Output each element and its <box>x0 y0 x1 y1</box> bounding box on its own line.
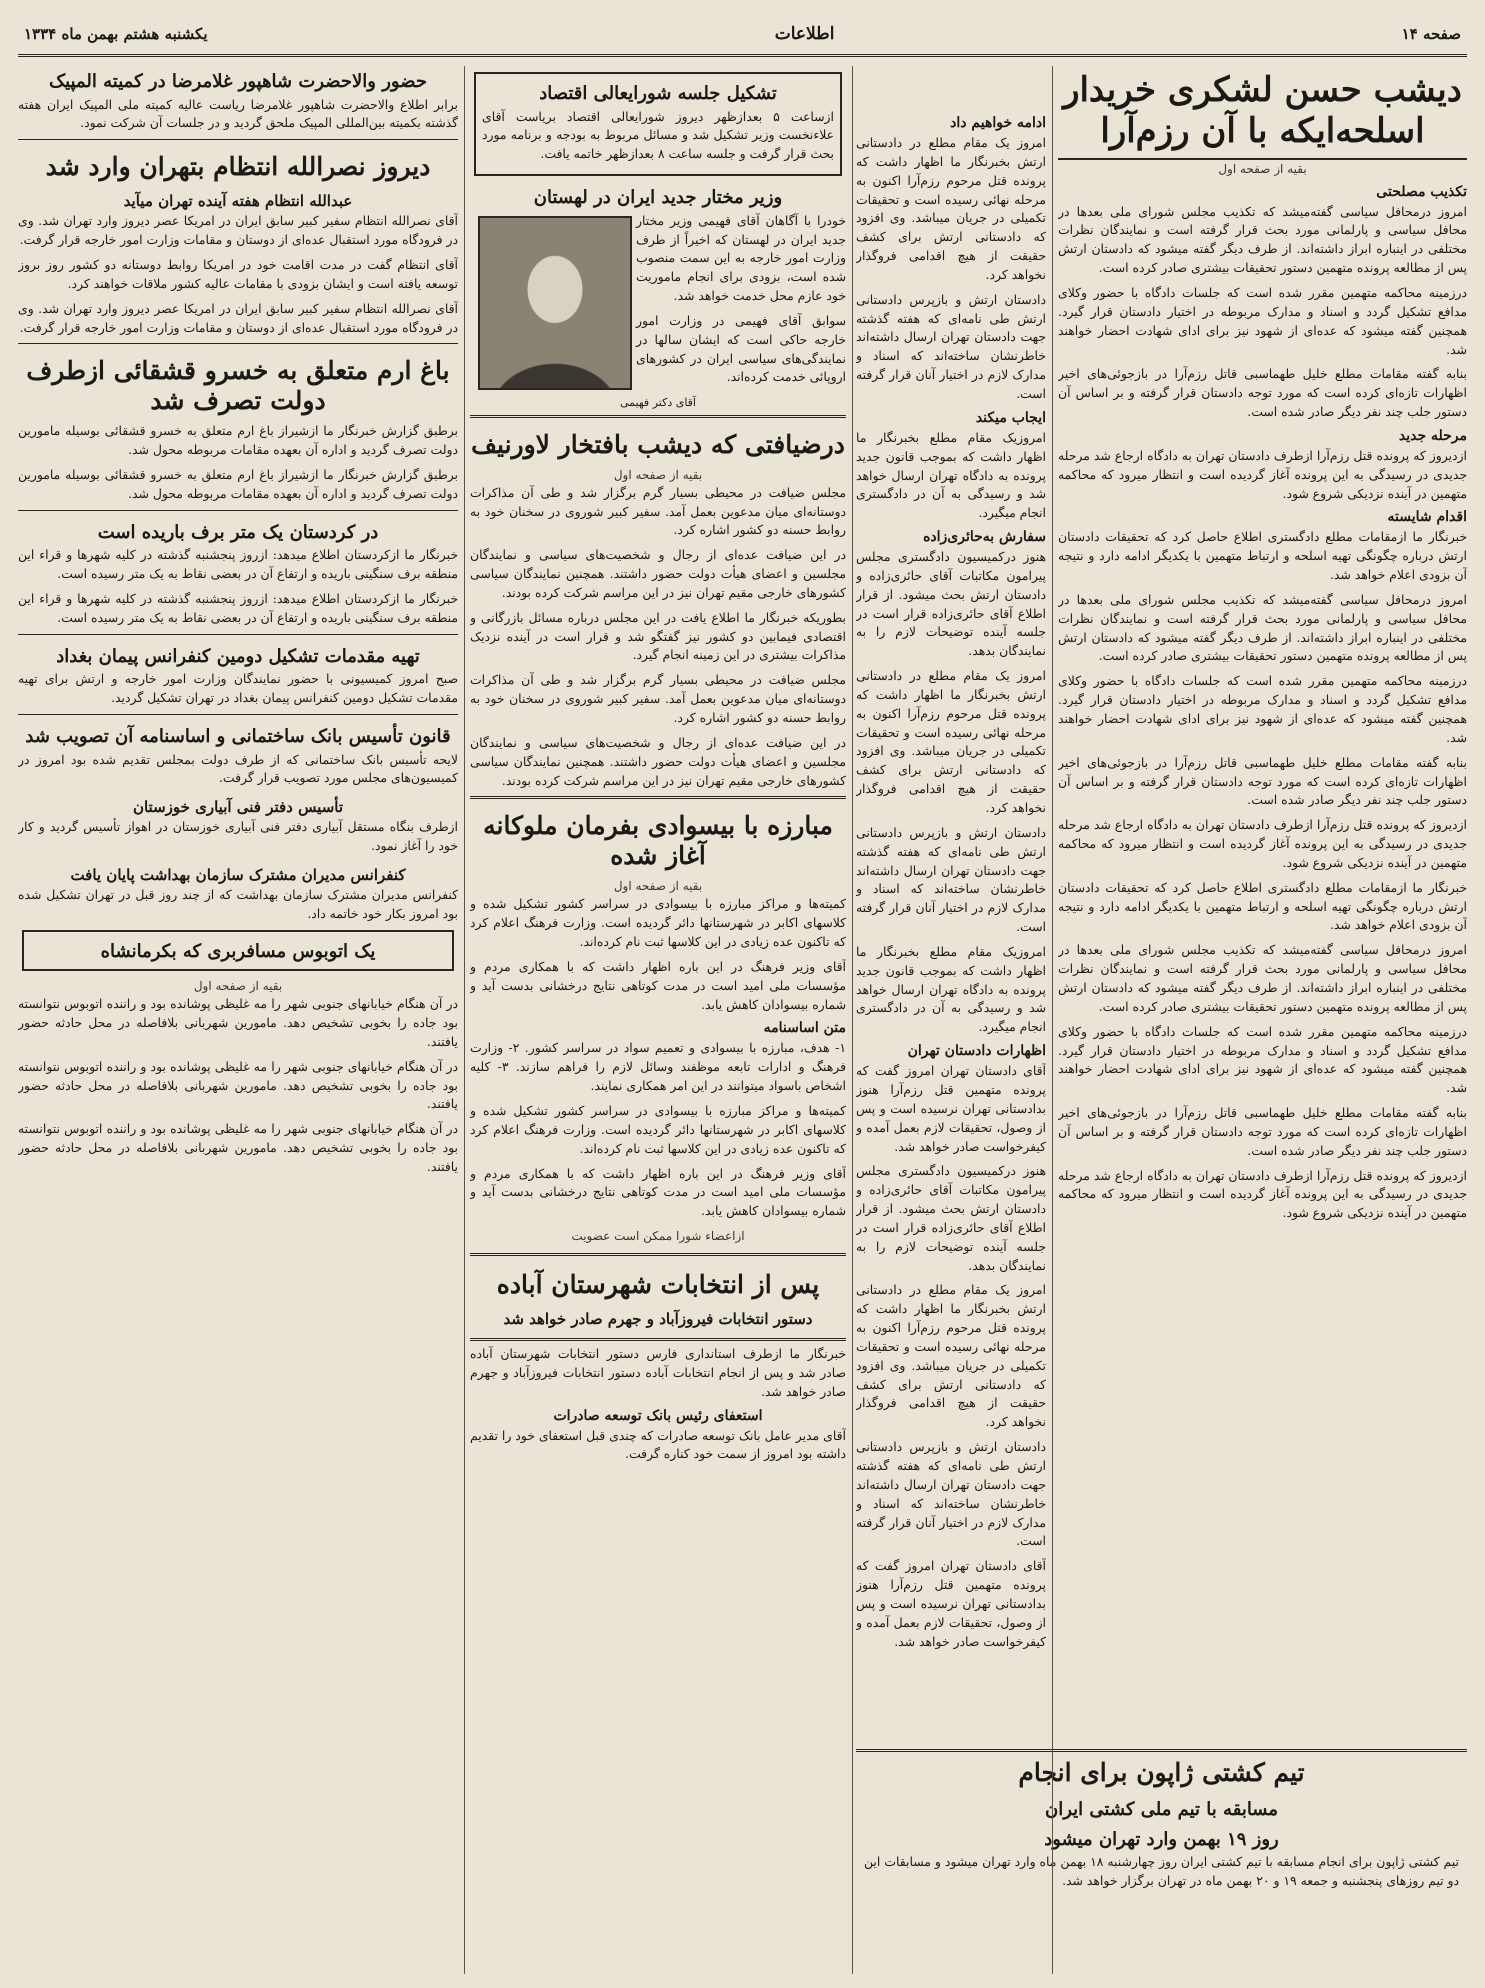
paragraph: دادستان ارتش و بازپرس دادستانی ارتش طی نامه‌ای که هفته گذشته جهت دادستان تهران ارسال داشته‌اند خاطرنشان ساخته‌اند که اسناد و مدارک لازم در اختیار آنان قرار گرفته است. <box>856 1439 1046 1549</box>
paragraph: آقای وزیر فرهنگ در این باره اظهار داشت که با همکاری مردم و مؤسسات ملی امید است در مدت کوتاهی نتایج درخشانی بدست آید و شماره بیسوادان کاهش یابد. <box>470 1165 846 1219</box>
paragraph: بنابه گفته مقامات مطلع خلیل طهماسبی قاتل رزم‌آرا در بازجوئی‌های اخیر اظهارات تازه‌ای کرده است که مورد توجه دادستان قرار گرفته و بر اساس آن دستور جلب چند نفر دیگر صادر شده است. <box>1058 366 1467 420</box>
headline-health-conference: کنفرانس مدیران مشترک سازمان بهداشت پایان یافت <box>70 865 406 884</box>
paragraph: آقای نصرالله انتظام سفیر کبیر سابق ایران در امریکا عصر دیروز وارد تهران شد. وی در فرودگاه مورد استقبال عده‌ای از دوستان و مقامات وزارت امور خارجه قرار گرفت. <box>18 300 458 335</box>
subhead: اظهارات دادستان تهران <box>907 1043 1046 1060</box>
paragraph: آقای وزیر فرهنگ در این باره اظهار داشت که با همکاری مردم و مؤسسات ملی امید است در مدت کوتاهی نتایج درخشانی بدست آید و شماره بیسوادان کاهش یابد. <box>470 958 846 1012</box>
paper-name: اطلاعات <box>774 24 835 44</box>
paragraph: دادستان ارتش و بازپرس دادستانی ارتش طی نامه‌ای که هفته گذشته جهت دادستان تهران ارسال داشته‌اند خاطرنشان ساخته‌اند که اسناد و مدارک لازم در اختیار آنان قرار گرفته است. <box>856 824 1046 935</box>
subhead: ادامه خواهیم داد <box>950 115 1046 131</box>
box-title: تشکیل جلسه شورایعالی اقتصاد <box>539 83 777 104</box>
paragraph: کنفرانس مدیران مشترک سازمان بهداشت که از چند روز قبل در تهران تشکیل شده بود امروز بکار خود خاتمه داد. <box>18 886 458 921</box>
paragraph: کمیته‌ها و مراکز مبارزه با بیسوادی در سراسر کشور تشکیل شده و کلاسهای اکابر در شهرستانها دائر گردیده است. وزارت فرهنگ اعلام کرد که تاکنون عده زیادی در این کلاسها ثبت نام کرده‌اند. <box>470 1102 846 1156</box>
wrestling-subtitle: مسابقه با تیم ملی کشتی ایران <box>1044 1799 1279 1820</box>
headline-kurdistan-snow: در کردستان یک متر برف باریده است <box>97 521 379 543</box>
paragraph: در آن هنگام خیابانهای جنوبی شهر را مه غلیظی پوشانده بود و راننده اتوبوس نتوانسته بود جاده را بخوبی تشخیص دهد. مامورین شهربانی بلافاصله در محل حادثه حضور یافتند. <box>18 1121 458 1174</box>
paragraph: تیم کشتی ژاپون برای انجام مسابقه با تیم کشتی ایران روز چهارشنبه ۱۸ بهمن ماه وارد تهران میشود و مسابقات این دو تیم روزهای پنجشنبه و جمعه ۱۹ و ۲۰ بهمن ماه در تهران برگزار خواهد شد. <box>864 1854 1459 1889</box>
paragraph: بطوریکه خبرنگار ما اطلاع یافت در این مجلس درباره مسائل بازرگانی و اقتصادی فیمابین دو کشور نیز گفتگو شد و قرار است در آینده نزدیک مذاکرات بیشتری در این زمینه انجام گیرد. <box>470 609 846 663</box>
paragraph: امروز درمحافل سیاسی گفته‌میشد که تکذیب مجلس شورای ملی بعدها در محافل سیاسی و پارلمانی مورد بحث قرار گرفته است و نمایندگان نظرات مختلفی در اینباره ابراز داشته‌اند. از طرف دیگر گفته میشود که دادستان ارتش پس از مطالعه پرونده متهمین دستور تحقیقات بیشتری صادر کرده است. <box>1058 203 1467 276</box>
headline-literacy: مبارزه با بیسوادی بفرمان ملوکانه آغاز شده <box>483 811 833 871</box>
paragraph: آقای مدیر عامل بانک توسعه صادرات که چندی قبل استعفای خود را تقدیم داشته بود امروز از سمت خود کناره گرفت. <box>470 1427 846 1462</box>
paragraph: کمیته‌ها و مراکز مبارزه با بیسوادی در سراسر کشور تشکیل شده و کلاسهای اکابر در شهرستانها دائر گردیده است. وزارت فرهنگ اعلام کرد که تاکنون عده زیادی در این کلاسها ثبت نام کرده‌اند. <box>470 896 846 950</box>
headline-entezam: دیروز نصرالله انتظام بتهران وارد شد <box>45 152 431 182</box>
banner-title: پس از انتخابات شهرستان آباده <box>496 1270 820 1300</box>
paragraph: برطبق گزارش خبرنگار ما ازشیراز باغ ارم متعلق به خسرو قشقائی بوسیله مامورین دولت تصرف گردید و اداره آن بعهده مقامات مربوطه محول شد. <box>18 423 458 458</box>
paragraph: امروز درمحافل سیاسی گفته‌میشد که تکذیب مجلس شورای ملی بعدها در محافل سیاسی و پارلمانی مورد بحث قرار گرفته است و نمایندگان نظرات مختلفی در اینباره ابراز داشته‌اند. از طرف دیگر گفته میشود که دادستان ارتش پس از مطالعه پرونده متهمین دستور تحقیقات بیشتری صادر کرده است. <box>1058 942 1467 1014</box>
paragraph: آقای انتظام گفت در مدت اقامت خود در امریکا روابط دوستانه دو کشور روز بروز توسعه یافته است و ایشان بزودی با مقامات عالیه کشور ملاقات خواهند کرد. <box>18 256 458 291</box>
paragraph: خبرنگار ما ازمقامات مطلع دادگستری اطلاع حاصل کرد که تحقیقات دادستان ارتش درباره چگونگی تهیه اسلحه و ارتباط متهمین با یکدیگر ادامه دارد و نتیجه آن بزودی اعلام خواهد شد. <box>1058 879 1467 933</box>
continued-label: بقیه از صفحه اول <box>1218 161 1307 176</box>
paragraph: ازطرف بنگاه مستقل آبیاری دفتر فنی آبیاری خوزستان در اهواز تأسیس گردید و کار خود را آغاز نمود. <box>18 819 458 854</box>
paragraph: در این ضیافت عده‌ای از رجال و شخصیت‌های سیاسی و نمایندگان مجلسین و اعضای هیأت دولت حضور داشتند. همچنین نمایندگان سیاسی کشورهای خارجی مقیم تهران نیز در این مراسم شرکت کرده بودند. <box>470 547 846 600</box>
paragraph: آقای نصرالله انتظام سفیر کبیر سابق ایران در امریکا عصر دیروز وارد تهران شد. وی در فرودگاه مورد استقبال عده‌ای از دوستان و مقامات وزارت امور خارجه قرار گرفت. <box>18 213 458 248</box>
abadeh-elections-banner <box>470 1253 846 1341</box>
paragraph: هنوز درکمیسیون دادگستری مجلس پیرامون مکاتبات آقای حائری‌زاده و دادستان ارتش بحث میشود. از قرار اطلاع آقای حائری‌زاده قرار است در جلسه آینده توضیحات لازم را به نمایندگان بدهد. <box>856 549 1046 659</box>
portrait-photo <box>478 216 632 390</box>
paragraph: برطبق گزارش خبرنگار ما ازشیراز باغ ارم متعلق به خسرو قشقائی بوسیله مامورین دولت تصرف گردید و اداره آن بعهده مقامات مربوطه محول شد. <box>18 467 458 501</box>
wrestling-title: تیم کشتی ژاپون برای انجام <box>1018 1758 1305 1787</box>
paragraph: خودرا با آگاهان آقای قهیمی وزیر مختار جدید ایران در لهستان که اخیراً از طرف وزارت امور خارجه به این سمت منصوب شده است، بزودی برای انجام ماموریت خود عازم محل خدمت خواهد شد. <box>636 212 846 304</box>
paragraph: خبرنگار ما ازمقامات مطلع دادگستری اطلاع حاصل کرد که تحقیقات دادستان ارتش درباره چگونگی تهیه اسلحه و ارتباط متهمین با یکدیگر ادامه دارد و نتیجه آن بزودی اعلام خواهد شد. <box>1058 529 1467 583</box>
wrestling-date: روز ۱۹ بهمن وارد تهران میشود <box>1044 1828 1279 1850</box>
paragraph: ازدیروز که پرونده قتل رزم‌آرا ازطرف دادستان تهران به دادگاه ارجاع شد مرحله جدیدی در رسیدگی به این پرونده آغاز گردیده است و انتظار میرود که محاکمه متهمین در آینده نزدیکی شروع شود. <box>1058 1167 1467 1221</box>
paragraph: در آن هنگام خیابانهای جنوبی شهر را مه غلیظی پوشانده بود و راننده اتوبوس نتوانسته بود جاده را بخوبی تشخیص دهد. مامورین شهربانی بلافاصله در محل حادثه حضور یافتند. <box>18 996 458 1049</box>
newspaper-page <box>18 14 1467 1974</box>
headline-poland-minister: وزیر مختار جدید ایران در لهستان <box>533 187 783 209</box>
subhead: ایجاب میکند <box>975 409 1046 426</box>
headline-construction-bank: قانون تأسیس بانک ساختمانی و اساسنامه آن تصویب شد <box>25 725 451 747</box>
continued-label: بقیه از صفحه اول <box>613 467 703 482</box>
headline-olympic: حضور والاحضرت شاهپور غلامرضا در کمیته المپیک <box>49 71 427 92</box>
headline-bus: یک اتوبوس مسافربری که بکرمانشاه <box>100 940 376 962</box>
paragraph: بنابه گفته مقامات مطلع خلیل طهماسبی قاتل رزم‌آرا در بازجوئی‌های اخیر اظهارات تازه‌ای کرده است که مورد توجه دادستان قرار گرفته و بر اساس آن دستور جلب چند نفر دیگر صادر شده است. <box>1058 1105 1467 1158</box>
headline-reception: درضیافتی که دیشب بافتخار لاورنیف <box>471 429 845 459</box>
paragraph: خبرنگار ما ازطرف استانداری فارس دستور انتخابات شهرستان آباده صادر شد و پس از انجام انتخابات آباده دستور انتخابات فیروزآباد و جهرم صادر خواهد شد. <box>470 1346 846 1399</box>
paragraph: بنابه گفته مقامات مطلع خلیل طهماسبی قاتل رزم‌آرا در بازجوئی‌های اخیر اظهارات تازه‌ای کرده است که مورد توجه دادستان قرار گرفته و بر اساس آن دستور جلب چند نفر دیگر صادر شده است. <box>1058 754 1467 808</box>
paragraph: ازدیروز که پرونده قتل رزم‌آرا ازطرف دادستان تهران به دادگاه ارجاع شد مرحله جدیدی در رسیدگی به این پرونده آغاز گردیده است و انتظار میرود که محاکمه متهمین در آینده نزدیکی شروع شود. <box>1058 447 1467 501</box>
paragraph: امروزیک مقام مطلع بخبرنگار ما اظهار داشت که بموجب قانون جدید پرونده به دادگاه تهران ارسال خواهد شد و رسیدگی به آن در دادگستری انجام میگیرد. <box>856 429 1046 521</box>
paragraph: امروز یک مقام مطلع در دادستانی ارتش بخبرنگار ما اظهار داشت که پرونده قتل مرحوم رزم‌آرا اکنون به مرحله نهائی رسیده است و تحقیقات تکمیلی در جریان میباشد. وی افزود که دادستانی ارتش برای کشف حقیقت از هیچ اقدامی فروگذار نخواهد کرد. <box>856 1282 1046 1430</box>
subhead: سفارش به‌حائری‌زاده <box>923 529 1046 546</box>
paragraph: دادستان ارتش و بازپرس دادستانی ارتش طی نامه‌ای که هفته گذشته جهت دادستان تهران ارسال داشته‌اند خاطرنشان ساخته‌اند که اسناد و مدارک لازم در اختیار آنان قرار گرفته است. <box>856 291 1046 401</box>
paragraph: هنوز درکمیسیون دادگستری مجلس پیرامون مکاتبات آقای حائری‌زاده و دادستان ارتش بحث میشود. از قرار اطلاع آقای حائری‌زاده قرار است در جلسه آینده توضیحات لازم را به نمایندگان بدهد. <box>856 1163 1046 1273</box>
economy-council-box <box>474 72 842 176</box>
photo-caption: آقای دکتر فهیمی <box>620 395 696 409</box>
paragraph: مجلس ضیافت در محیطی بسیار گرم برگزار شد و طی آن مذاکرات دوستانه‌ای میان مدعوین بعمل آمد. سفیر کبیر شوروی در سخنان خود به روابط حسنه دو کشور اشاره کرد. <box>470 484 846 538</box>
subhead: استعفای رئیس بانک توسعه صادرات <box>553 1407 763 1424</box>
subhead: اقدام شایسته <box>1387 509 1467 526</box>
masthead <box>18 14 1467 57</box>
banner-subtitle: دستور انتخابات فیروزآباد و جهرم صادر خواهد شد <box>503 1310 813 1329</box>
issue-date: یکشنبه هشتم بهمن ماه ۱۳۳۴ <box>24 25 208 43</box>
paragraph: امروز درمحافل سیاسی گفته‌میشد که تکذیب مجلس شورای ملی بعدها در محافل سیاسی و پارلمانی مورد بحث قرار گرفته است و نمایندگان نظرات مختلفی در اینباره ابراز داشته‌اند. از طرف دیگر گفته میشود که دادستان ارتش پس از مطالعه پرونده متهمین دستور تحقیقات بیشتری صادر کرده است. <box>1058 591 1467 664</box>
headline-khuzestan: تأسیس دفتر فنی آبیاری خوزستان <box>132 798 344 817</box>
paragraph: درزمینه محاکمه متهمین مقرر شده است که جلسات دادگاه با حضور وکلای مدافع تشکیل گردد و اسناد و مدارک مربوطه در اختیار دادستان قرار گیرد. همچنین گفته میشود که عده‌ای از شهود نیز برای ادای شهادت احضار خواهند شد. <box>1058 1023 1467 1096</box>
paragraph: صبح امروز کمیسیونی با حضور نمایندگان وزارت امور خارجه و ارتش برای تهیه مقدمات تشکیل دومین کنفرانس پیمان بغداد در تهران تشکیل گردید. <box>18 671 458 706</box>
paragraph: درزمینه محاکمه متهمین مقرر شده است که جلسات دادگاه با حضور وکلای مدافع تشکیل گردد و اسناد و مدارک مربوطه در اختیار دادستان قرار گیرد. همچنین گفته میشود که عده‌ای از شهود نیز برای ادای شهادت احضار خواهند شد. <box>1058 284 1467 357</box>
paragraph: خبرنگار ما ازکردستان اطلاع میدهد: ازروز پنجشنبه گذشته در کلیه شهرها و قراء این منطقه برف سنگینی باریده و ارتفاع آن در بعضی نقاط به یک متر رسیده است. <box>18 591 458 625</box>
subhead: تکذیب مصلحتی <box>1376 183 1467 200</box>
continued-label: بقیه از صفحه اول <box>613 879 703 894</box>
headline-baghdad-pact: تهیه مقدمات تشکیل دومین کنفرانس پیمان بغداد <box>56 645 420 667</box>
headline-eram-garden: باغ ارم متعلق به خسرو قشقائی ازطرف دولت تصرف شد <box>26 356 450 416</box>
paragraph: درزمینه محاکمه متهمین مقرر شده است که جلسات دادگاه با حضور وکلای مدافع تشکیل گردد و اسناد و مدارک مربوطه در اختیار دادستان قرار گیرد. همچنین گفته میشود که عده‌ای از شهود نیز برای ادای شهادت احضار خواهند شد. <box>1058 673 1467 745</box>
paragraph: سوابق آقای فهیمی در وزارت امور خارجه حاکی است که ایشان سالها در نمایندگی‌های سیاسی ایران در کشورهای اروپائی خدمت کرده‌اند. <box>636 312 846 385</box>
paragraph: امروزیک مقام مطلع بخبرنگار ما اظهار داشت که بموجب قانون جدید پرونده به دادگاه تهران ارسال خواهد شد و رسیدگی به آن در دادگستری انجام میگیرد. <box>856 943 1046 1035</box>
paragraph: در این ضیافت عده‌ای از رجال و شخصیت‌های سیاسی و نمایندگان مجلسین و اعضای هیأت دولت حضور داشتند. همچنین نمایندگان سیاسی کشورهای خارجی مقیم تهران نیز در این مراسم شرکت کرده بودند. <box>470 734 846 788</box>
subhead: متن اساسنامه <box>763 1020 846 1037</box>
page-number: صفحه ۱۴ <box>1401 25 1461 43</box>
paragraph: آقای دادستان تهران امروز گفت که پرونده متهمین قتل رزم‌آرا هنوز بدادستانی تهران نرسیده است و پس از وصول، تحقیقات لازم بعمل آمده و کیفرخواست صادر خواهد شد. <box>856 1063 1046 1154</box>
paragraph: برابر اطلاع والاحضرت شاهپور غلامرضا ریاست عالیه کمیته ملی المپیک ایران هفته گذشته بکمیته بین‌المللی المپیک ملحق گردید و در جلسات آن شرکت نمود. <box>18 96 458 131</box>
paragraph: آقای دادستان تهران امروز گفت که پرونده متهمین قتل رزم‌آرا هنوز بدادستانی تهران نرسیده است و پس از وصول، تحقیقات لازم بعمل آمده و کیفرخواست صادر خواهد شد. <box>856 1558 1046 1649</box>
paragraph: لایحه تأسیس بانک ساختمانی که از طرف دولت بمجلس تقدیم شده بود امروز در کمیسیون‌های مجلس مورد تصویب قرار گرفت. <box>18 751 458 786</box>
column-2 <box>856 109 1046 1974</box>
subhead: مرحله جدید <box>1398 427 1467 444</box>
paragraph: ۱- هدف، مبارزه با بیسوادی و تعمیم سواد در سراسر کشور. ۲- وزارت فرهنگ و ادارات تابعه موظفند وسائل لازم را فراهم سازند. ۳- کلیه اشخاص باسواد میتوانند در این امر همکاری نمایند. <box>470 1040 846 1094</box>
paragraph: خبرنگار ما ازکردستان اطلاع میدهد: ازروز پنجشنبه گذشته در کلیه شهرها و قراء این منطقه برف سنگینی باریده و ارتفاع آن در بعضی نقاط به یک متر رسیده است. <box>18 547 458 582</box>
paragraph: در آن هنگام خیابانهای جنوبی شهر را مه غلیظی پوشانده بود و راننده اتوبوس نتوانسته بود جاده را بخوبی تشخیص دهد. مامورین شهربانی بلافاصله در محل حادثه حضور یافتند. <box>18 1058 458 1112</box>
wrestling-news <box>856 1749 1467 1974</box>
paragraph: ازدیروز که پرونده قتل رزم‌آرا ازطرف دادستان تهران به دادگاه ارجاع شد مرحله جدیدی در رسیدگی به این پرونده آغاز گردیده است و انتظار میرود که محاکمه متهمین در آینده نزدیکی شروع شود. <box>1058 817 1467 870</box>
paragraph: مجلس ضیافت در محیطی بسیار گرم برگزار شد و طی آن مذاکرات دوستانه‌ای میان مدعوین بعمل آمد. سفیر کبیر شوروی در سخنان خود به روابط حسنه دو کشور اشاره کرد. <box>470 672 846 725</box>
paragraph: امروز یک مقام مطلع در دادستانی ارتش بخبرنگار ما اظهار داشت که پرونده قتل مرحوم رزم‌آرا اکنون به مرحله نهائی رسیده است و تحقیقات تکمیلی در جریان میباشد. وی افزود که دادستانی ارتش برای کشف حقیقت از هیچ اقدامی فروگذار نخواهد کرد. <box>856 135 1046 282</box>
subheadline-entezam: عبدالله انتظام هفته آینده تهران میآید <box>123 192 353 211</box>
continued-label: بقیه از صفحه اول <box>193 979 283 994</box>
paragraph: امروز یک مقام مطلع در دادستانی ارتش بخبرنگار ما اظهار داشت که پرونده قتل مرحوم رزم‌آرا اکنون به مرحله نهائی رسیده است و تحقیقات تکمیلی در جریان میباشد. وی افزود که دادستانی ارتش برای کشف حقیقت از هیچ اقدامی فروگذار نخواهد کرد. <box>856 668 1046 815</box>
bus-accident-box <box>22 930 454 972</box>
headline-lashkari: دیشب حسن لشکری خریدار اسلحه‌ایکه با آن رزم‌آرا <box>1058 66 1467 160</box>
column-3 <box>470 66 846 1974</box>
column-4 <box>18 66 458 1974</box>
column-footer: ازاعضاء شورا ممکن است عضویت <box>571 1229 745 1244</box>
column-1 <box>1058 66 1467 1974</box>
paragraph: ازساعت ۵ بعدازظهر دیروز شورایعالی اقتصاد بریاست آقای علاءنخست وزیر تشکیل شد و مسائل مربوط به بودجه و برنامه مورد بحث قرار گرفت و جلسه ساعت ۸ بعدازظهر خاتمه یافت. <box>482 108 834 162</box>
